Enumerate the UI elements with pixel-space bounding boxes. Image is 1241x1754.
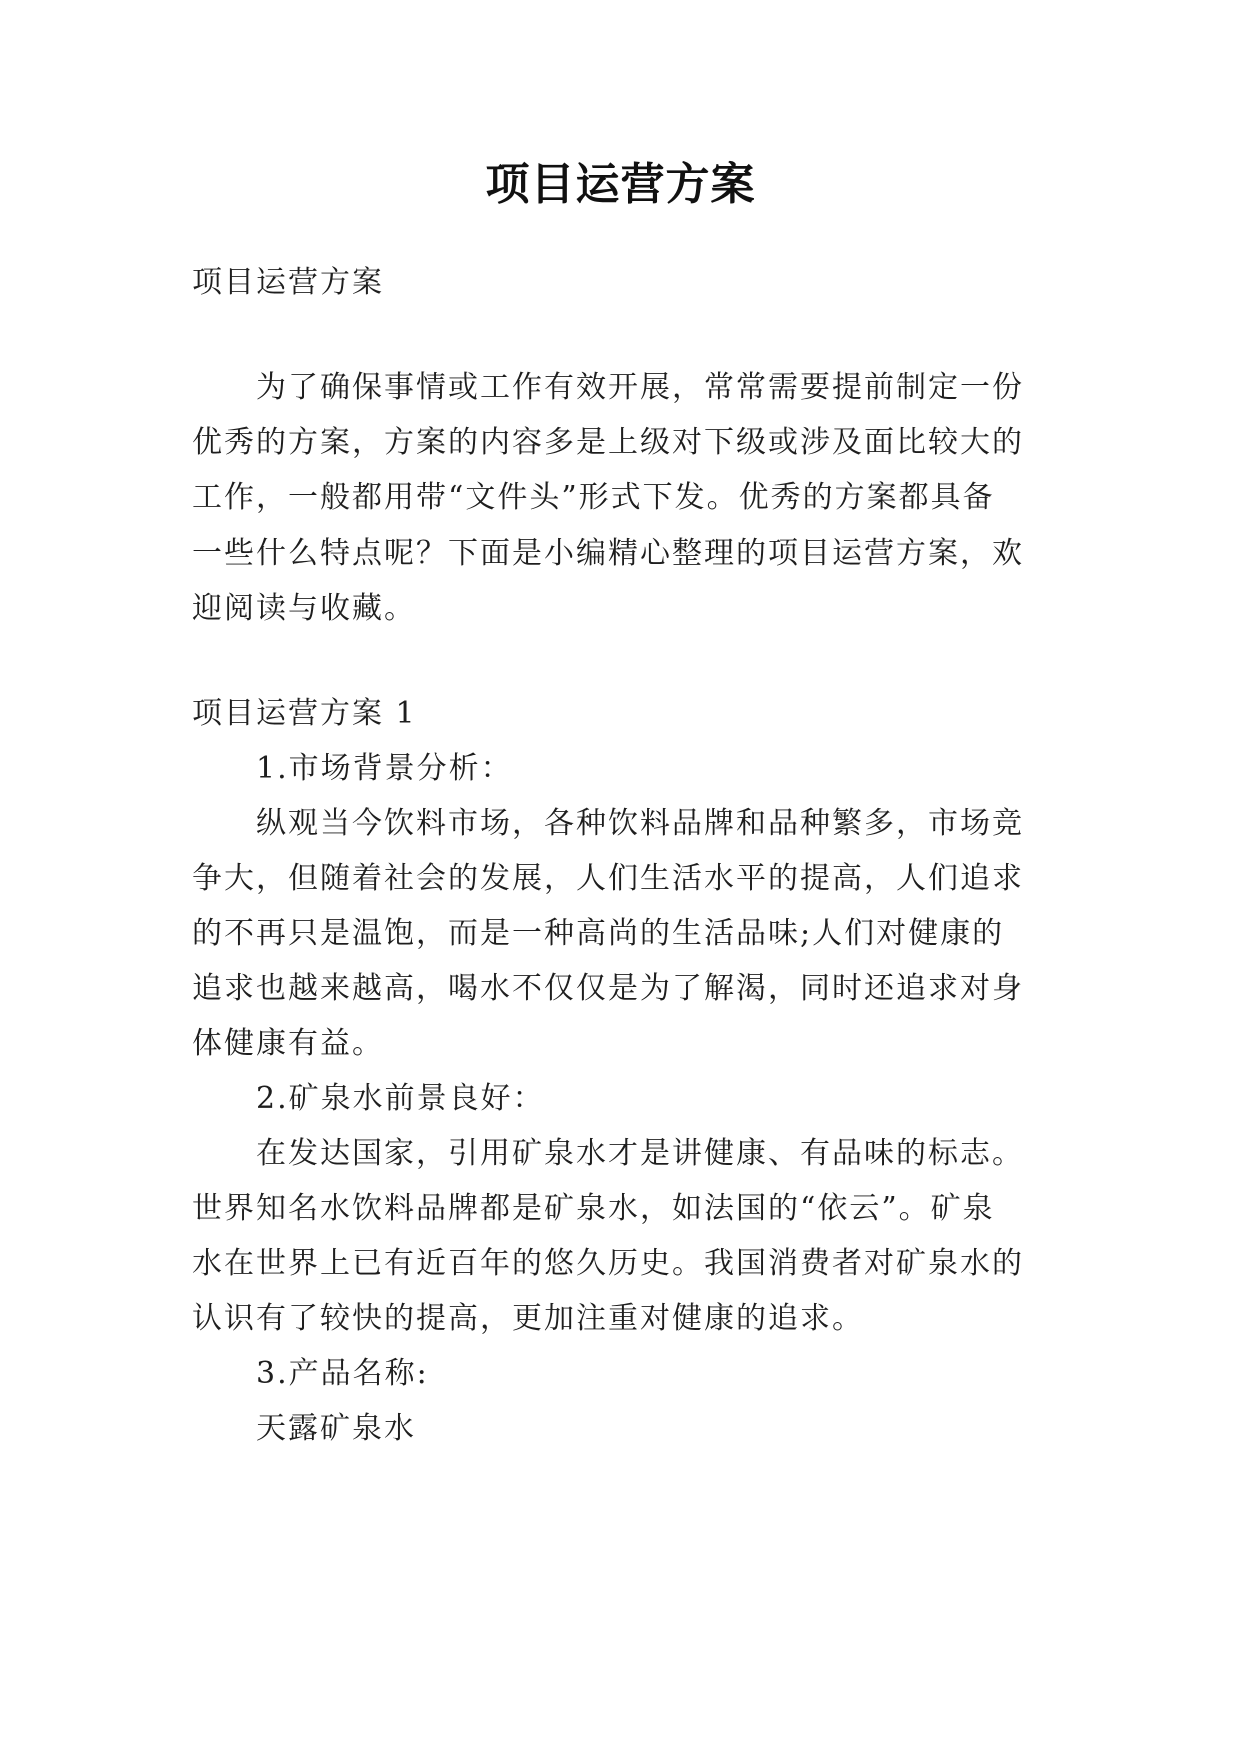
product-name: 天露矿泉水: [256, 1411, 416, 1446]
paragraph-line: 争大，但随着社会的发展，人们生活水平的提高，人们追求: [192, 861, 1024, 896]
paragraph-line: 体健康有益。: [192, 1026, 384, 1061]
item-heading: 2.矿泉水前景良好：: [256, 1081, 545, 1116]
item-heading: 1.市场背景分析：: [256, 751, 513, 786]
intro-line: 迎阅读与收藏。: [192, 591, 416, 626]
paragraph-line: 在发达国家，引用矿泉水才是讲健康、有品味的标志。: [256, 1136, 1024, 1171]
paragraph-line: 世界知名水饮料品牌都是矿泉水，如法国的“依云”。矿泉: [192, 1191, 995, 1226]
paragraph-line: 水在世界上已有近百年的悠久历史。我国消费者对矿泉水的: [192, 1246, 1024, 1281]
intro-line: 优秀的方案，方案的内容多是上级对下级或涉及面比较大的: [192, 425, 1024, 460]
item-heading: 3.产品名称:: [256, 1356, 429, 1391]
intro-line: 一些什么特点呢？下面是小编精心整理的项目运营方案，欢: [192, 536, 1024, 571]
document-title: 项目运营方案: [485, 159, 756, 210]
paragraph-line: 纵观当今饮料市场，各种饮料品牌和品种繁多，市场竞: [256, 806, 1024, 841]
paragraph-line: 的不再只是温饱，而是一种高尚的生活品味;人们对健康的: [192, 916, 1005, 951]
section-heading: 项目运营方案 1: [192, 696, 417, 731]
paragraph-line: 认识有了较快的提高，更加注重对健康的追求。: [192, 1301, 864, 1336]
intro-line: 工作，一般都用带“文件头”形式下发。优秀的方案都具备: [192, 480, 995, 515]
intro-line: 为了确保事情或工作有效开展，常常需要提前制定一份: [256, 370, 1024, 405]
paragraph-line: 追求也越来越高，喝水不仅仅是为了解渴，同时还追求对身: [192, 971, 1024, 1006]
document-subtitle: 项目运营方案: [192, 265, 384, 300]
